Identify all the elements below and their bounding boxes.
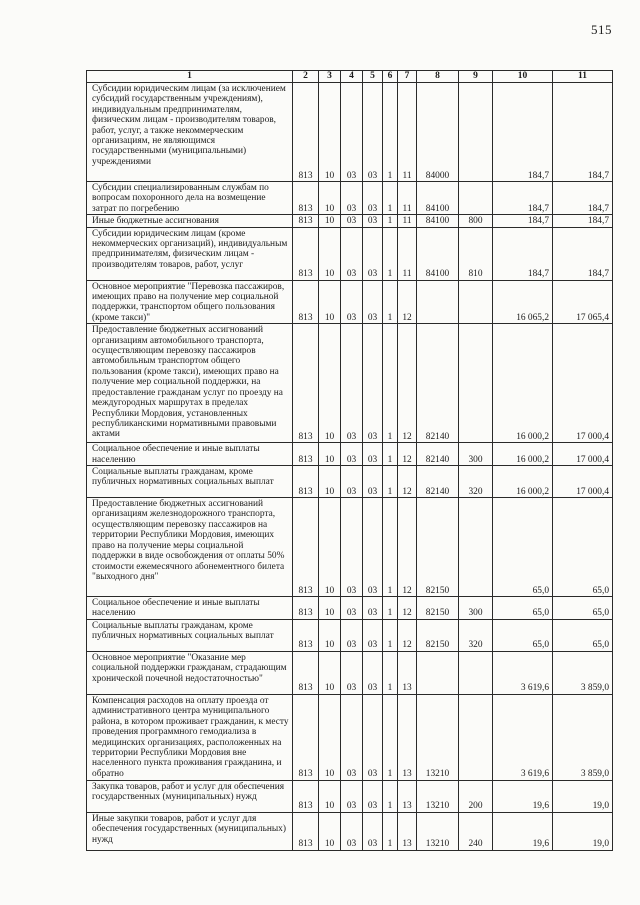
table-row <box>87 651 613 694</box>
row-name-cell: Социальные выплаты гражданам, кроме публичных нормативных социальных выплат <box>87 619 293 651</box>
code-cell: 12 <box>398 619 417 651</box>
code-cell: 84100 <box>417 215 459 227</box>
code-cell: 03 <box>363 280 383 324</box>
table-row <box>87 83 613 182</box>
code-cell: 13 <box>398 651 417 694</box>
table-row <box>87 182 613 215</box>
row-name-cell: Предоставление бюджетных ассигнований организациям железнодорожного транспорта, осуществляющим перевозку пассажиров на территории Республики Мордовия, имеющих право на получение меры социальной поддержки в виде освобождения от оплаты 50% стоимости ежемесячного абонементного билета "выходного дня" <box>87 498 293 597</box>
code-cell: 84100 <box>417 182 459 215</box>
code-cell: 1 <box>383 182 398 215</box>
code-cell: 13 <box>398 780 417 812</box>
code-cell: 810 <box>459 227 493 280</box>
code-cell: 03 <box>341 498 363 597</box>
amount-cell-year1: 184,7 <box>493 83 553 182</box>
amount-cell-year1: 19,6 <box>493 812 553 850</box>
code-cell: 300 <box>459 597 493 620</box>
code-cell: 813 <box>293 215 319 227</box>
table-row <box>87 227 613 280</box>
amount-cell-year1: 16 000,2 <box>493 324 553 443</box>
code-cell: 13 <box>398 694 417 780</box>
header-cell: 3 <box>319 71 341 83</box>
code-cell: 813 <box>293 498 319 597</box>
header-cell: 11 <box>553 71 613 83</box>
row-name-cell: Социальные выплаты гражданам, кроме публичных нормативных социальных выплат <box>87 466 293 498</box>
page-number: 515 <box>591 22 612 37</box>
code-cell: 813 <box>293 812 319 850</box>
table-row <box>87 812 613 850</box>
budget-table <box>86 70 613 851</box>
code-cell: 03 <box>363 466 383 498</box>
code-cell: 813 <box>293 780 319 812</box>
code-cell: 1 <box>383 324 398 443</box>
table-row <box>87 694 613 780</box>
amount-cell-year2: 184,7 <box>553 182 613 215</box>
code-cell: 11 <box>398 215 417 227</box>
code-cell: 813 <box>293 83 319 182</box>
code-cell: 10 <box>319 324 341 443</box>
code-cell: 03 <box>341 83 363 182</box>
code-cell: 03 <box>341 780 363 812</box>
code-cell: 82150 <box>417 619 459 651</box>
code-cell: 10 <box>319 443 341 466</box>
header-cell: 8 <box>417 71 459 83</box>
row-name-cell: Субсидии юридическим лицам (кроме некоммерческих организаций), индивидуальным предпринимателям, физическим лицам - производителям товаров, работ, услуг <box>87 227 293 280</box>
header-cell: 5 <box>363 71 383 83</box>
code-cell: 1 <box>383 619 398 651</box>
table-row <box>87 466 613 498</box>
table-row <box>87 780 613 812</box>
code-cell: 10 <box>319 694 341 780</box>
code-cell: 813 <box>293 619 319 651</box>
amount-cell-year1: 184,7 <box>493 215 553 227</box>
budget-table-container <box>86 70 612 851</box>
amount-cell-year1: 184,7 <box>493 182 553 215</box>
header-cell: 10 <box>493 71 553 83</box>
code-cell: 03 <box>363 780 383 812</box>
amount-cell-year2: 3 859,0 <box>553 694 613 780</box>
header-cell: 7 <box>398 71 417 83</box>
code-cell: 03 <box>363 324 383 443</box>
code-cell: 03 <box>341 227 363 280</box>
header-cell: 1 <box>87 71 293 83</box>
header-cell: 4 <box>341 71 363 83</box>
code-cell: 1 <box>383 227 398 280</box>
code-cell: 10 <box>319 812 341 850</box>
amount-cell-year2: 19,0 <box>553 812 613 850</box>
code-cell: 03 <box>363 498 383 597</box>
code-cell: 1 <box>383 694 398 780</box>
row-name-cell: Иные закупки товаров, работ и услуг для обеспечения государственных (муниципальных) нужд <box>87 812 293 850</box>
row-name-cell: Основное мероприятие "Перевозка пассажиров, имеющих право на получение мер социальной поддержки, транспортом общего пользования (кроме такси)" <box>87 280 293 324</box>
amount-cell-year1: 65,0 <box>493 597 553 620</box>
amount-cell-year1: 16 000,2 <box>493 443 553 466</box>
table-body <box>87 83 613 851</box>
code-cell: 1 <box>383 498 398 597</box>
code-cell: 03 <box>363 182 383 215</box>
code-cell <box>417 651 459 694</box>
code-cell: 03 <box>363 83 383 182</box>
code-cell <box>459 182 493 215</box>
code-cell: 03 <box>341 694 363 780</box>
code-cell: 1 <box>383 280 398 324</box>
code-cell: 813 <box>293 466 319 498</box>
code-cell: 813 <box>293 597 319 620</box>
code-cell: 320 <box>459 619 493 651</box>
code-cell: 03 <box>341 215 363 227</box>
code-cell: 12 <box>398 466 417 498</box>
code-cell: 13 <box>398 812 417 850</box>
code-cell: 10 <box>319 619 341 651</box>
table-row <box>87 443 613 466</box>
code-cell: 1 <box>383 597 398 620</box>
code-cell: 813 <box>293 694 319 780</box>
amount-cell-year2: 17 000,4 <box>553 466 613 498</box>
code-cell: 300 <box>459 443 493 466</box>
amount-cell-year2: 17 000,4 <box>553 324 613 443</box>
amount-cell-year2: 3 859,0 <box>553 651 613 694</box>
code-cell: 10 <box>319 498 341 597</box>
code-cell <box>459 324 493 443</box>
code-cell: 03 <box>341 324 363 443</box>
code-cell: 12 <box>398 280 417 324</box>
code-cell: 11 <box>398 83 417 182</box>
row-name-cell: Основное мероприятие "Оказание мер социальной поддержки гражданам, страдающим хронической почечной недостаточностью" <box>87 651 293 694</box>
row-name-cell: Субсидии специализированным службам по вопросам похоронного дела на возмещение затрат по погребению <box>87 182 293 215</box>
code-cell: 03 <box>341 280 363 324</box>
code-cell: 813 <box>293 182 319 215</box>
table-header-row <box>87 71 613 83</box>
code-cell: 813 <box>293 227 319 280</box>
code-cell: 13210 <box>417 780 459 812</box>
code-cell <box>459 498 493 597</box>
code-cell: 03 <box>341 619 363 651</box>
code-cell: 84000 <box>417 83 459 182</box>
code-cell: 813 <box>293 443 319 466</box>
amount-cell-year2: 65,0 <box>553 498 613 597</box>
amount-cell-year1: 16 000,2 <box>493 466 553 498</box>
header-cell: 6 <box>383 71 398 83</box>
code-cell: 10 <box>319 182 341 215</box>
code-cell: 03 <box>341 466 363 498</box>
amount-cell-year1: 184,7 <box>493 227 553 280</box>
row-name-cell: Субсидии юридическим лицам (за исключением субсидий государственным учреждениям), индивидуальным предпринимателям, физическим лицам - производителям товаров, работ, услуг, а также некоммерческим организациям, не являющимся государственными (муниципальными) учреждениями <box>87 83 293 182</box>
code-cell: 03 <box>363 694 383 780</box>
row-name-cell: Социальное обеспечение и иные выплаты населению <box>87 443 293 466</box>
code-cell: 11 <box>398 182 417 215</box>
code-cell: 1 <box>383 466 398 498</box>
code-cell: 11 <box>398 227 417 280</box>
amount-cell-year2: 184,7 <box>553 83 613 182</box>
code-cell: 1 <box>383 812 398 850</box>
code-cell: 03 <box>341 651 363 694</box>
table-row <box>87 597 613 620</box>
code-cell: 82140 <box>417 324 459 443</box>
code-cell: 03 <box>363 227 383 280</box>
code-cell: 03 <box>341 597 363 620</box>
code-cell: 1 <box>383 215 398 227</box>
code-cell: 10 <box>319 83 341 182</box>
code-cell: 320 <box>459 466 493 498</box>
code-cell <box>459 694 493 780</box>
code-cell <box>459 651 493 694</box>
code-cell: 03 <box>363 215 383 227</box>
table-row <box>87 215 613 227</box>
code-cell: 82140 <box>417 466 459 498</box>
code-cell: 813 <box>293 280 319 324</box>
table-row <box>87 324 613 443</box>
code-cell <box>459 83 493 182</box>
header-cell: 9 <box>459 71 493 83</box>
code-cell: 82150 <box>417 498 459 597</box>
code-cell: 1 <box>383 443 398 466</box>
amount-cell-year2: 19,0 <box>553 780 613 812</box>
amount-cell-year2: 184,7 <box>553 227 613 280</box>
code-cell: 10 <box>319 227 341 280</box>
amount-cell-year1: 16 065,2 <box>493 280 553 324</box>
code-cell: 10 <box>319 597 341 620</box>
code-cell: 1 <box>383 780 398 812</box>
code-cell: 03 <box>341 812 363 850</box>
code-cell: 13210 <box>417 812 459 850</box>
code-cell: 03 <box>341 443 363 466</box>
code-cell: 82150 <box>417 597 459 620</box>
code-cell: 03 <box>363 597 383 620</box>
code-cell: 813 <box>293 651 319 694</box>
amount-cell-year1: 3 619,6 <box>493 694 553 780</box>
table-row <box>87 619 613 651</box>
code-cell: 1 <box>383 651 398 694</box>
row-name-cell: Социальное обеспечение и иные выплаты населению <box>87 597 293 620</box>
code-cell: 03 <box>363 443 383 466</box>
code-cell: 10 <box>319 651 341 694</box>
code-cell: 800 <box>459 215 493 227</box>
code-cell: 12 <box>398 443 417 466</box>
row-name-cell: Закупка товаров, работ и услуг для обеспечения государственных (муниципальных) нужд <box>87 780 293 812</box>
code-cell: 12 <box>398 498 417 597</box>
code-cell: 200 <box>459 780 493 812</box>
row-name-cell: Иные бюджетные ассигнования <box>87 215 293 227</box>
code-cell: 03 <box>363 651 383 694</box>
amount-cell-year2: 184,7 <box>553 215 613 227</box>
code-cell: 10 <box>319 215 341 227</box>
amount-cell-year2: 65,0 <box>553 597 613 620</box>
code-cell: 240 <box>459 812 493 850</box>
code-cell: 1 <box>383 83 398 182</box>
code-cell: 10 <box>319 280 341 324</box>
amount-cell-year1: 65,0 <box>493 619 553 651</box>
amount-cell-year2: 17 065,4 <box>553 280 613 324</box>
amount-cell-year1: 3 619,6 <box>493 651 553 694</box>
code-cell: 10 <box>319 780 341 812</box>
amount-cell-year2: 65,0 <box>553 619 613 651</box>
code-cell <box>459 280 493 324</box>
code-cell: 03 <box>363 619 383 651</box>
code-cell: 813 <box>293 324 319 443</box>
row-name-cell: Предоставление бюджетных ассигнований организациям автомобильного транспорта, осуществляющим перевозку пассажиров автомобильным транспортом общего пользования (кроме такси), имеющих право на получение мер социальной поддержки, на предоставление гражданам услуг по проезду на междугородных маршрутах в пределах Республики Мордовия, установленных республиканскими нормативными правовыми актами <box>87 324 293 443</box>
row-name-cell: Компенсация расходов на оплату проезда от административного центра муниципального района, в котором проживает гражданин, к месту проведения программного гемодиализа в медицинских организациях, расположенных на территории Республики Мордовия вне населенного пункта проживания гражданина, и обратно <box>87 694 293 780</box>
amount-cell-year1: 19,6 <box>493 780 553 812</box>
code-cell: 84100 <box>417 227 459 280</box>
code-cell: 03 <box>363 812 383 850</box>
table-row <box>87 280 613 324</box>
table-row <box>87 498 613 597</box>
code-cell <box>417 280 459 324</box>
code-cell: 03 <box>341 182 363 215</box>
code-cell: 12 <box>398 324 417 443</box>
amount-cell-year2: 17 000,4 <box>553 443 613 466</box>
header-cell: 2 <box>293 71 319 83</box>
amount-cell-year1: 65,0 <box>493 498 553 597</box>
code-cell: 10 <box>319 466 341 498</box>
code-cell: 12 <box>398 597 417 620</box>
code-cell: 13210 <box>417 694 459 780</box>
code-cell: 82140 <box>417 443 459 466</box>
